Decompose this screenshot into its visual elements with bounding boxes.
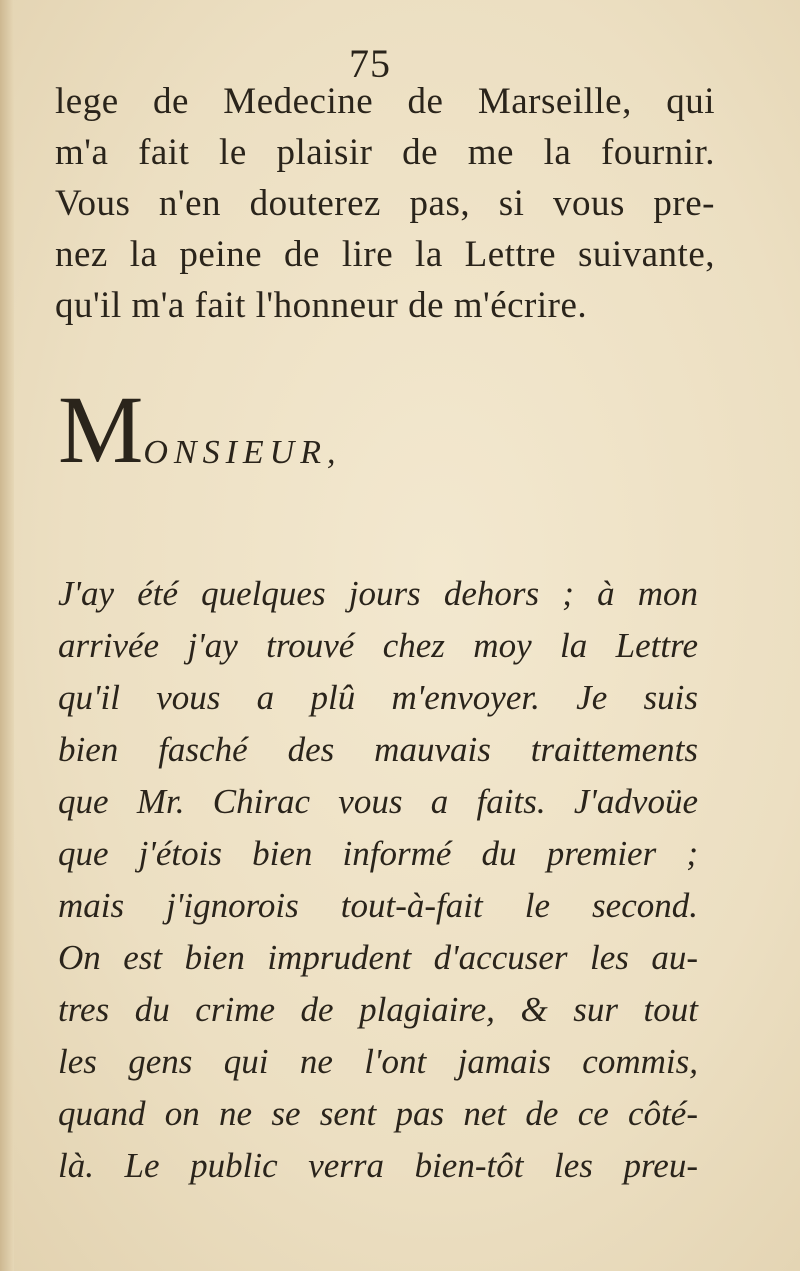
letter-line: mais j'ignorois tout-à-fait le second. — [58, 886, 698, 925]
letter-line: quand on ne se sent pas net de ce côté- — [58, 1094, 698, 1133]
text-line: Vous n'en douterez pas, si vous pre- — [55, 183, 715, 224]
page-number: 75 — [349, 41, 391, 86]
roman-paragraph — [55, 76, 715, 331]
page-gutter — [0, 0, 14, 1271]
salutation-rest: ONSIEUR, — [143, 434, 342, 471]
letter-line: bien fasché des mauvais traittements — [58, 730, 698, 769]
letter-salutation — [58, 376, 342, 483]
letter-line: les gens qui ne l'ont jamais commis, — [58, 1042, 698, 1081]
letter-line: arrivée j'ay trouvé chez moy la Lettre — [58, 626, 698, 665]
letter-line: là. Le public verra bien-tôt les preu- — [58, 1146, 698, 1185]
salutation-initial: M — [58, 376, 144, 483]
letter-line: On est bien imprudent d'accuser les au- — [58, 938, 698, 977]
text-line: nez la peine de lire la Lettre suivante, — [55, 234, 715, 275]
letter-line: J'ay été quelques jours dehors ; à mon — [58, 574, 698, 613]
text-line: lege de Medecine de Marseille, qui — [55, 81, 715, 122]
text-line: m'a fait le plaisir de me la fournir. — [55, 132, 715, 173]
letter-line: que Mr. Chirac vous a faits. J'advoüe — [58, 782, 698, 821]
letter-line: que j'étois bien informé du premier ; — [58, 834, 698, 873]
letter-line: qu'il vous a plû m'envoyer. Je suis — [58, 678, 698, 717]
letter-line: tres du crime de plagiaire, & sur tout — [58, 990, 698, 1029]
letter-body — [58, 568, 698, 1192]
text-line: qu'il m'a fait l'honneur de m'écrire. — [55, 285, 588, 326]
